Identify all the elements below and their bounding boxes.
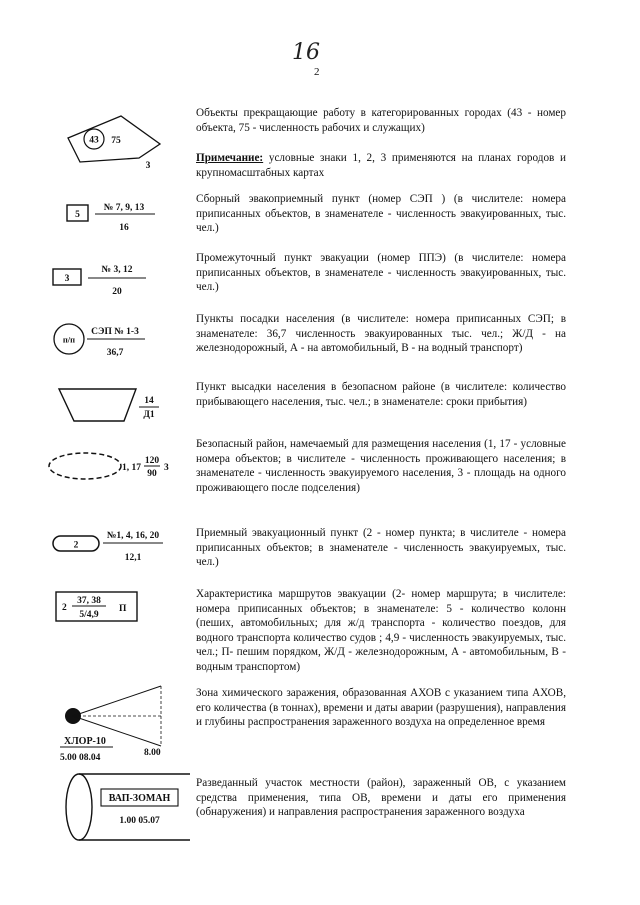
pentagon-count: 75 (111, 136, 121, 146)
safe-area-denominator: 90 (147, 469, 157, 479)
desc-disembark: Пункт высадки населения в безопасном районе (в числителе: количество прибывающего населения, тыс. чел.; в знаменателе: сроки прибытия) (196, 381, 566, 408)
sep-numerator: № 7, 9, 13 (103, 203, 145, 213)
safe-area-size: 3 (164, 463, 169, 473)
boarding-numerator: СЭП № 1-3 (91, 327, 139, 337)
recon-date: 1.00 05.07 (119, 816, 160, 826)
note-text: условные знаки 1, 2, 3 применяются на планах городов и крупномасштабных картах (196, 152, 566, 179)
route-numerator: 37, 38 (77, 596, 101, 606)
ppe-numerator: № 3, 12 (101, 265, 133, 275)
symbol-chem-zone (60, 686, 161, 763)
boarding-denominator: 36,7 (106, 348, 124, 358)
symbol-safe-area (49, 453, 169, 479)
chem-date: 5.00 08.04 (60, 753, 101, 763)
handwritten-page-number: 16 (292, 40, 320, 65)
safe-area-ids: 1, 17 (122, 463, 141, 473)
route-number: 2 (62, 603, 67, 613)
ppe-box-number: 3 (64, 274, 70, 284)
chem-agent-label: ХЛОР-10 (64, 736, 106, 747)
ppe-denominator: 20 (112, 287, 122, 297)
recon-agent-label: ВАП-ЗОМАН (108, 793, 171, 804)
disembark-numerator: 14 (144, 396, 154, 406)
reception-pill-number: 2 (73, 540, 79, 551)
symbol-recon-area (66, 774, 190, 840)
boarding-circle-label: п/п (62, 334, 76, 345)
desc-objects: Объекты прекращающие работу в категорированных городах (43 - номер объекта, 75 - численность рабочих и служащих) (196, 107, 566, 134)
route-mode: П (119, 604, 127, 614)
symbol-boarding (54, 324, 145, 358)
symbol-sep (67, 203, 155, 233)
route-denominator: 5/4,9 (79, 610, 99, 620)
desc-chem-zone: Зона химического заражения, образованная АХОВ с указанием типа АХОВ, его количества (в тоннах), времени и даты аварии (разрушения), направления и глубины распространения зараженного воздуха на определенное время (196, 687, 566, 729)
reception-numerator: №1, 4, 16, 20 (106, 531, 160, 541)
desc-reception: Приемный эвакуационный пункт (2 - номер пункта; в числителе - номера приписанных объектов; в знаменателе - численность эвакуируемых, тыс. чел.) (196, 527, 566, 569)
pentagon-corner-number: 3 (145, 161, 151, 171)
chem-time: 8.00 (144, 748, 161, 758)
pentagon-circle-number: 43 (89, 135, 99, 146)
desc-boarding: Пункты посадки населения (в числителе: номера приписанных СЭП; в знаменателе: 36,7 численность эвакуированных тыс. чел.; Ж/Д - на железнодорожный, А - на автомобильный, В - на водный транспорт) (196, 313, 566, 355)
symbol-disembark (59, 389, 159, 421)
desc-recon-area: Разведанный участок местности (район), зараженный ОВ, с указанием средства применения, типа ОВ, времени и даты его применения (обнаружения) и направления распространения зараженного воздуха (196, 777, 566, 819)
sep-denominator: 16 (119, 223, 129, 233)
desc-routes: Характеристика маршрутов эвакуации (2- номер маршрута; в числителе: номера приписанных объектов; в знаменателе: 5 - количество колонн (пеших, автомобильных; для ж/д транспорта - количество поездов, для водного транспорта количество судов ; 4,9 - численность эвакуируемых, тыс. чел.; П- пешим порядком, Ж/Д - железнодорожным, А - автомобильным, В - водным транспортом) (196, 588, 566, 673)
reception-denominator: 12,1 (124, 553, 142, 563)
sep-box-number: 5 (75, 210, 80, 220)
symbol-reception (53, 531, 163, 563)
disembark-denominator: Д1 (143, 410, 155, 420)
symbol-pentagon (68, 116, 160, 171)
desc-note (196, 151, 566, 180)
desc-safe-area: Безопасный район, намечаемый для размещения населения (1, 17 - условные номера объектов; в числителе - численность проживающего населения; в знаменателе - численность эвакуируемого населения, 3 - площадь на одного проживающего после подселения) (196, 438, 566, 494)
note-heading: Примечание: (196, 152, 264, 164)
page-number: 2 (314, 66, 320, 78)
desc-sep: Сборный эвакоприемный пункт (номер СЭП ) (в числителе: номера приписанных объектов, в знаменателе - численность эвакуированных, тыс. чел.) (196, 193, 566, 235)
desc-ppe: Промежуточный пункт эвакуации (номер ППЭ) (в числителе: номера приписанных объектов, в знаменателе - численность эвакуированных, тыс. чел.) (196, 252, 566, 294)
symbol-routes (56, 592, 137, 621)
symbol-ppe (53, 265, 146, 297)
safe-area-numerator: 120 (144, 456, 160, 466)
